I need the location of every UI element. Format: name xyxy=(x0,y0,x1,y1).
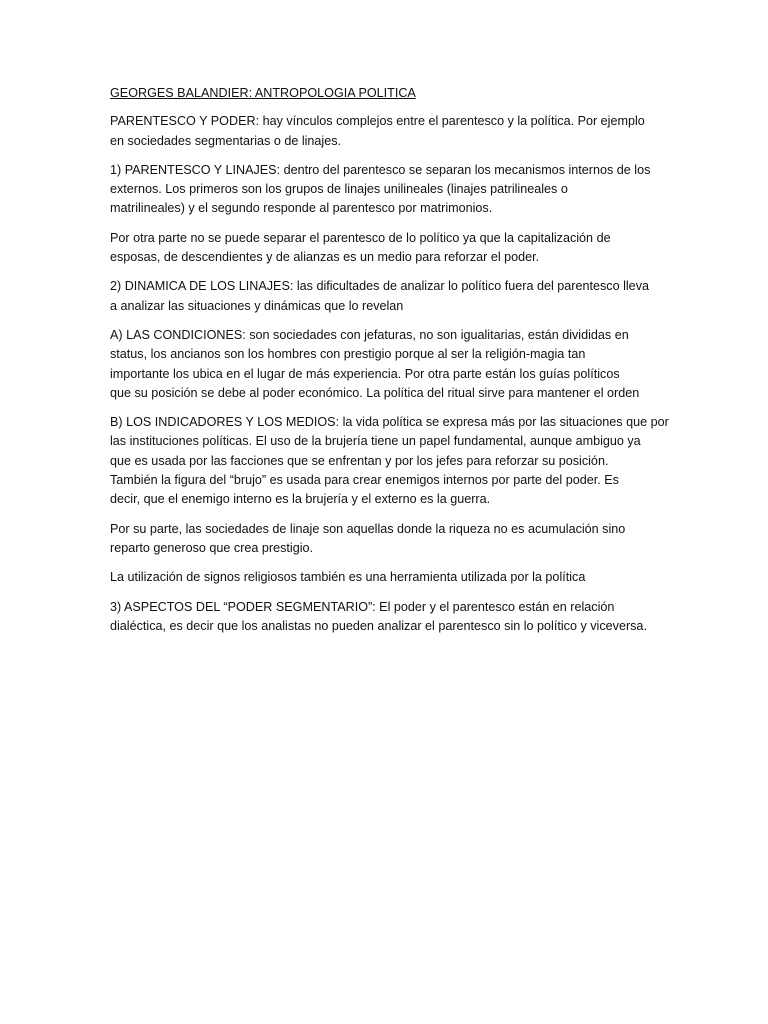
text-line: También la figura del “brujo” es usada para crear enemigos internos por parte del poder. Es xyxy=(110,473,619,488)
paragraph xyxy=(110,277,670,316)
text-line: Por otra parte no se puede separar el parentesco de lo político ya que la capitalización de xyxy=(110,230,611,245)
paragraph xyxy=(110,520,670,559)
text-line: reparto generoso que crea prestigio. xyxy=(110,540,314,555)
text-line: PARENTESCO Y PODER: hay vínculos complejos entre el parentesco y la política. Por ejemplo xyxy=(110,114,645,129)
text-line: que su posición se debe al poder económico. La política del ritual sirve para mantener el orden xyxy=(110,385,640,400)
text-line: decir, que el enemigo interno es la brujería y el externo es la guerra. xyxy=(110,492,491,507)
text-line: esposas, de descendientes y de alianzas es un medio para reforzar el poder. xyxy=(110,250,540,265)
text-line: 1) PARENTESCO Y LINAJES: dentro del parentesco se separan los mecanismos internos de los xyxy=(110,162,651,177)
paragraph xyxy=(110,229,670,268)
text-line: externos. Los primeros son los grupos de linajes unilineales (linajes patrilineales o xyxy=(110,182,568,197)
text-line: status, los ancianos son los hombres con prestigio porque al ser la religión-magia tan xyxy=(110,347,586,362)
paragraph xyxy=(110,161,670,219)
paragraph xyxy=(110,326,670,403)
text-line: matrilineales) y el segundo responde al parentesco por matrimonios. xyxy=(110,201,493,216)
text-line: importante los ubica en el lugar de más experiencia. Por otra parte están los guías políticos xyxy=(110,366,620,381)
text-line: que es usada por las facciones que se enfrentan y por los jefes para reforzar su posición. xyxy=(110,453,609,468)
text-line: La utilización de signos religiosos también es una herramienta utilizada por la política xyxy=(110,570,586,585)
text-line: A) LAS CONDICIONES: son sociedades con jefaturas, no son igualitarias, están divididas en xyxy=(110,327,629,342)
paragraph xyxy=(110,598,670,637)
document-title: GEORGES BALANDIER: ANTROPOLOGIA POLITICA xyxy=(110,86,416,100)
text-line: a analizar las situaciones y dinámicas que lo revelan xyxy=(110,298,404,313)
text-line: 3) ASPECTOS DEL “PODER SEGMENTARIO”: El poder y el parentesco están en relación xyxy=(110,599,615,614)
document-page xyxy=(110,84,670,646)
text-line: B) LOS INDICADORES Y LOS MEDIOS: la vida política se expresa más por las situaciones que por xyxy=(110,415,669,430)
paragraph xyxy=(110,112,670,151)
text-line: dialéctica, es decir que los analistas no pueden analizar el parentesco sin lo político y viceversa. xyxy=(110,618,647,633)
paragraph xyxy=(110,413,670,509)
text-line: Por su parte, las sociedades de linaje son aquellas donde la riqueza no es acumulación sino xyxy=(110,521,626,536)
text-line: en sociedades segmentarias o de linajes. xyxy=(110,133,342,148)
text-line: 2) DINAMICA DE LOS LINAJES: las dificultades de analizar lo político fuera del parentesco lleva xyxy=(110,279,649,294)
paragraph xyxy=(110,568,670,587)
document-body xyxy=(110,112,670,636)
text-line: las instituciones políticas. El uso de la brujería tiene un papel fundamental, aunque ambiguo ya xyxy=(110,434,641,449)
